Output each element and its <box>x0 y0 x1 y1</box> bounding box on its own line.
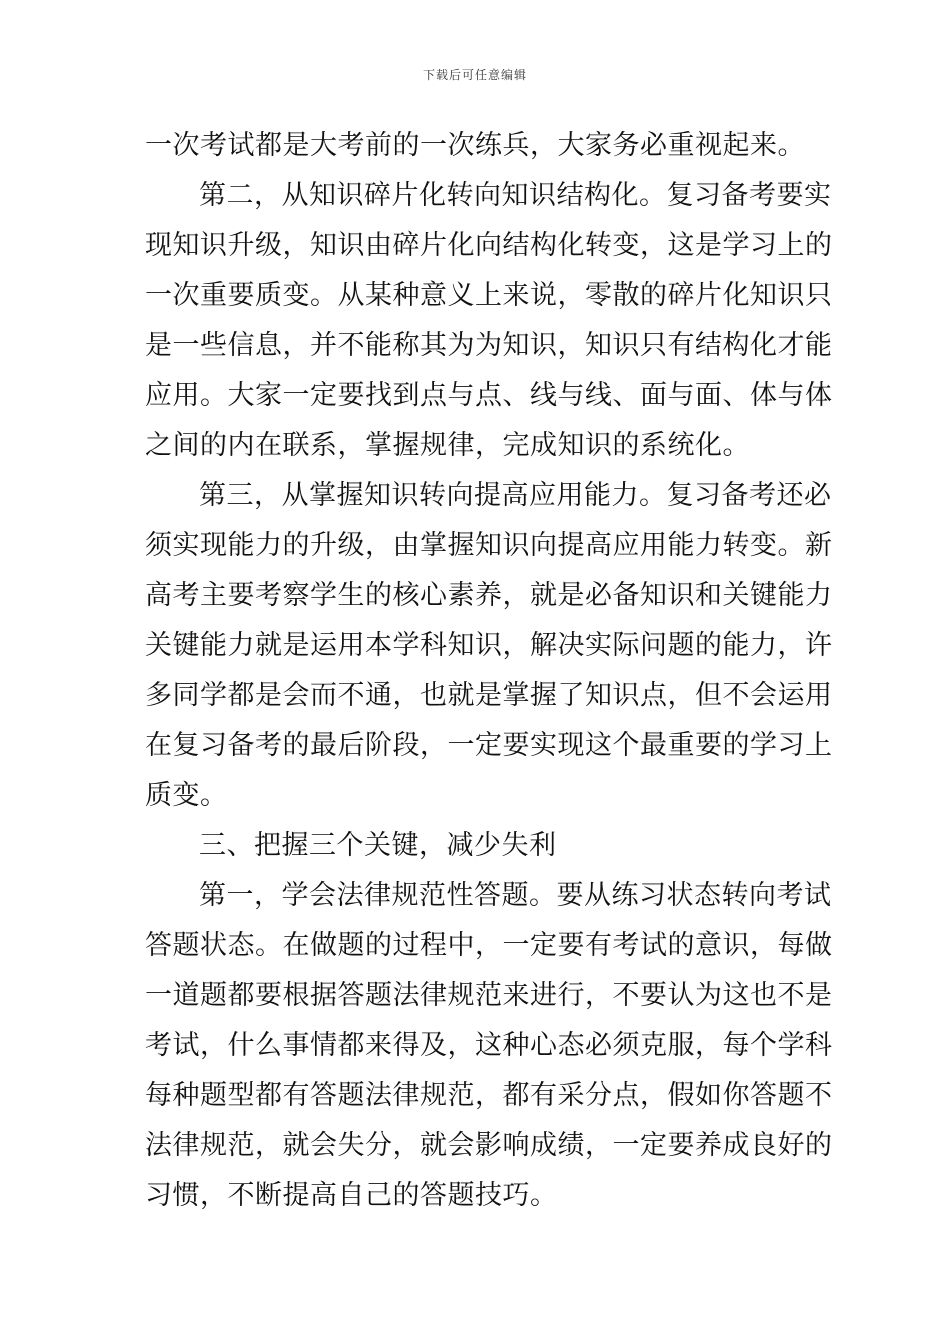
text-line: 应用。大家一定要找到点与点、线与线、面与面、体与体 <box>145 380 833 411</box>
text-line: 一道题都要根据答题法律规范来进行，不要认为这也不是 <box>145 980 833 1011</box>
text-line: 在复习备考的最后阶段，一定要实现这个最重要的学习上 <box>145 730 833 761</box>
text-line: 答题状态。在做题的过程中，一定要有考试的意识，每做 <box>145 930 833 961</box>
text-line: 习惯，不断提高自己的答题技巧。 <box>145 1180 558 1211</box>
paragraph-start-line: 第一，学会法律规范性答题。要从练习状态转向考试 <box>199 880 832 911</box>
text-line: 之间的内在联系，掌握规律，完成知识的系统化。 <box>145 430 750 461</box>
text-line: 质变。 <box>145 780 228 811</box>
section-heading: 三、把握三个关键，减少失利 <box>199 830 557 861</box>
paragraph-start-line: 第二，从知识碎片化转向知识结构化。复习备考要实 <box>199 180 832 211</box>
text-line: 是一些信息，并不能称其为为知识，知识只有结构化才能 <box>145 330 833 361</box>
text-line: 一次考试都是大考前的一次练兵，大家务必重视起来。 <box>145 130 805 161</box>
text-line: 每种题型都有答题法律规范，都有采分点，假如你答题不 <box>145 1080 833 1111</box>
header-note: 下载后可任意编辑 <box>422 68 527 82</box>
text-line: 一次重要质变。从某种意义上来说，零散的碎片化知识只 <box>145 280 833 311</box>
text-line: 考试，什么事情都来得及，这种心态必须克服，每个学科 <box>145 1030 833 1061</box>
paragraph-start-line: 第三，从掌握知识转向提高应用能力。复习备考还必 <box>199 480 832 511</box>
text-line: 多同学都是会而不通，也就是掌握了知识点，但不会运用 <box>145 680 833 711</box>
document-body <box>145 121 833 1221</box>
text-line: 关键能力就是运用本学科知识，解决实际问题的能力，许 <box>145 630 833 661</box>
text-line: 现知识升级，知识由碎片化向结构化转变，这是学习上的 <box>145 230 833 261</box>
text-line: 高考主要考察学生的核心素养，就是必备知识和关键能力 <box>145 580 833 611</box>
text-line: 法律规范，就会失分，就会影响成绩，一定要养成良好的 <box>145 1130 833 1161</box>
text-line: 须实现能力的升级，由掌握知识向提高应用能力转变。新 <box>145 530 833 561</box>
